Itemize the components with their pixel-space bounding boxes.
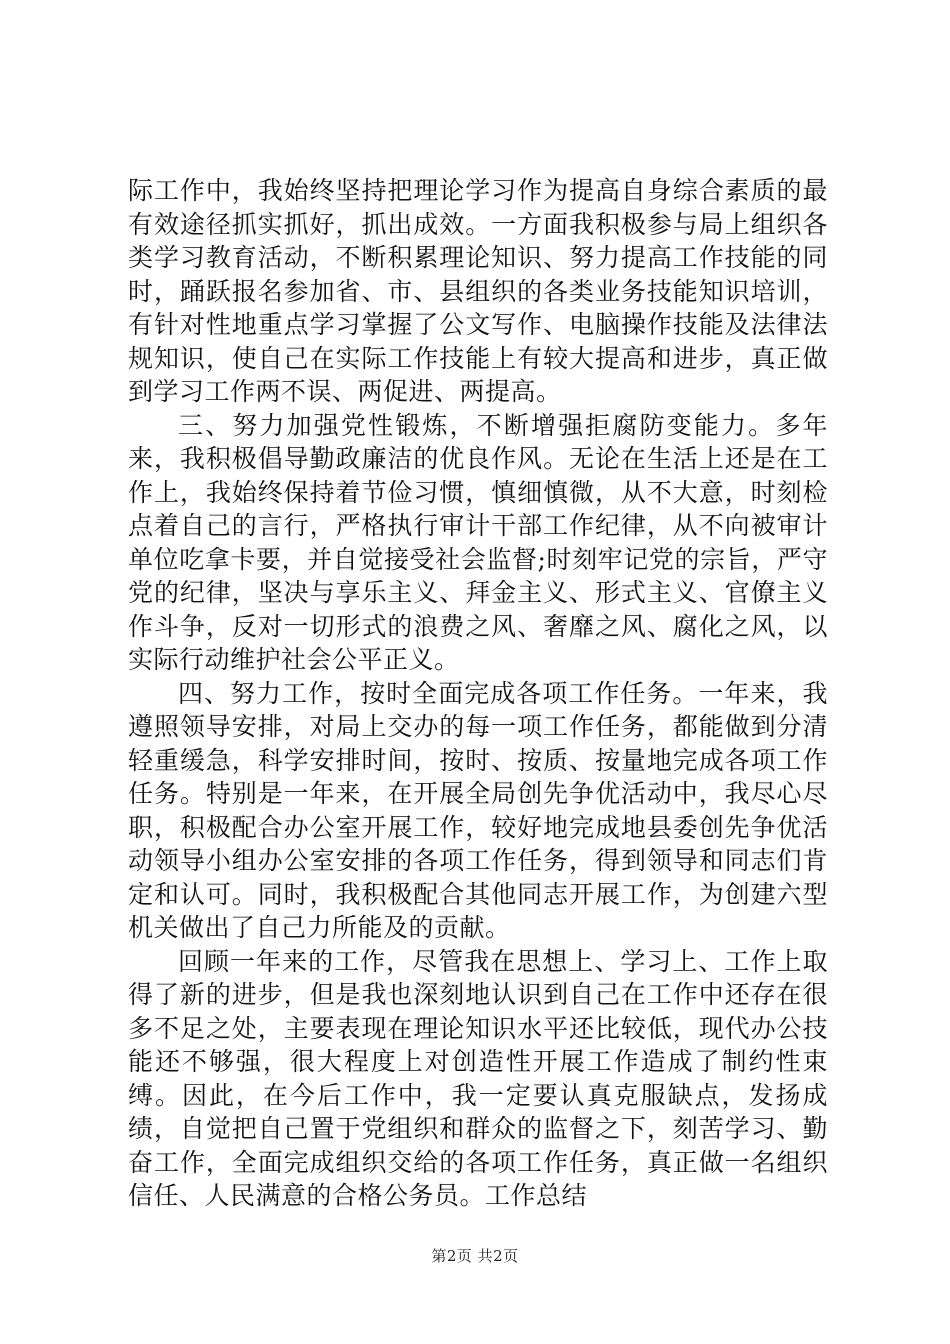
paragraph-3: 四、努力工作，按时全面完成各项工作任务。一年来，我遵照领导安排，对局上交办的每一项工作任务，都能做到分清轻重缓急，科学安排时间，按时、按质、按量地完成各项工作任务。特别是一年来，在开展全局创先争优活动中，我尽心尽职，积极配合办公室开展工作，较好地完成地县委创先争优活动领导小组办公室安排的各项工作任务，得到领导和同志们肯定和认可。同时，我积极配合其他同志开展工作，为创建六型机关做出了自己力所能及的贡献。 [128, 678, 828, 942]
paragraph-1: 际工作中，我始终坚持把理论学习作为提高自身综合素质的最有效途径抓实抓好，抓出成效。一方面我积极参与局上组织各类学习教育活动，不断积累理论知识、努力提高工作技能的同时，踊跃报名参加省、市、县组织的各类业务技能知识培训，有针对性地重点学习掌握了公文写作、电脑操作技能及法律法规知识，使自己在实际工作技能上有较大提高和进步，真正做到学习工作两不误、两促进、两提高。 [128, 176, 828, 406]
paragraph-4: 回顾一年来的工作，尽管我在思想上、学习上、工作上取得了新的进步，但是我也深刻地认识到自己在工作中还存在很多不足之处，主要表现在理论知识水平还比较低，现代办公技能还不够强，很大程度上对创造性开展工作造成了制约性束缚。因此，在今后工作中，我一定要认真克服缺点，发扬成绩，自觉把自己置于党组织和群众的监督之下，刻苦学习、勤奋工作，全面完成组织交给的各项工作任务，真正做一名组织信任、人民满意的合格公务员。工作总结 [128, 946, 828, 1210]
paragraph-2: 三、努力加强党性锻炼，不断增强拒腐防变能力。多年来，我积极倡导勤政廉洁的优良作风。无论在生活上还是在工作上，我始终保持着节俭习惯，慎细慎微，从不大意，时刻检点着自己的言行，严格执行审计干部工作纪律，从不向被审计单位吃拿卡要，并自觉接受社会监督;时刻牢记党的宗旨，严守党的纪律，坚决与享乐主义、拜金主义、形式主义、官僚主义作斗争，反对一切形式的浪费之风、奢靡之风、腐化之风，以实际行动维护社会公平正义。 [128, 410, 828, 674]
document-body [128, 174, 828, 1213]
page-footer: 第2页 共2页 [431, 1247, 519, 1265]
